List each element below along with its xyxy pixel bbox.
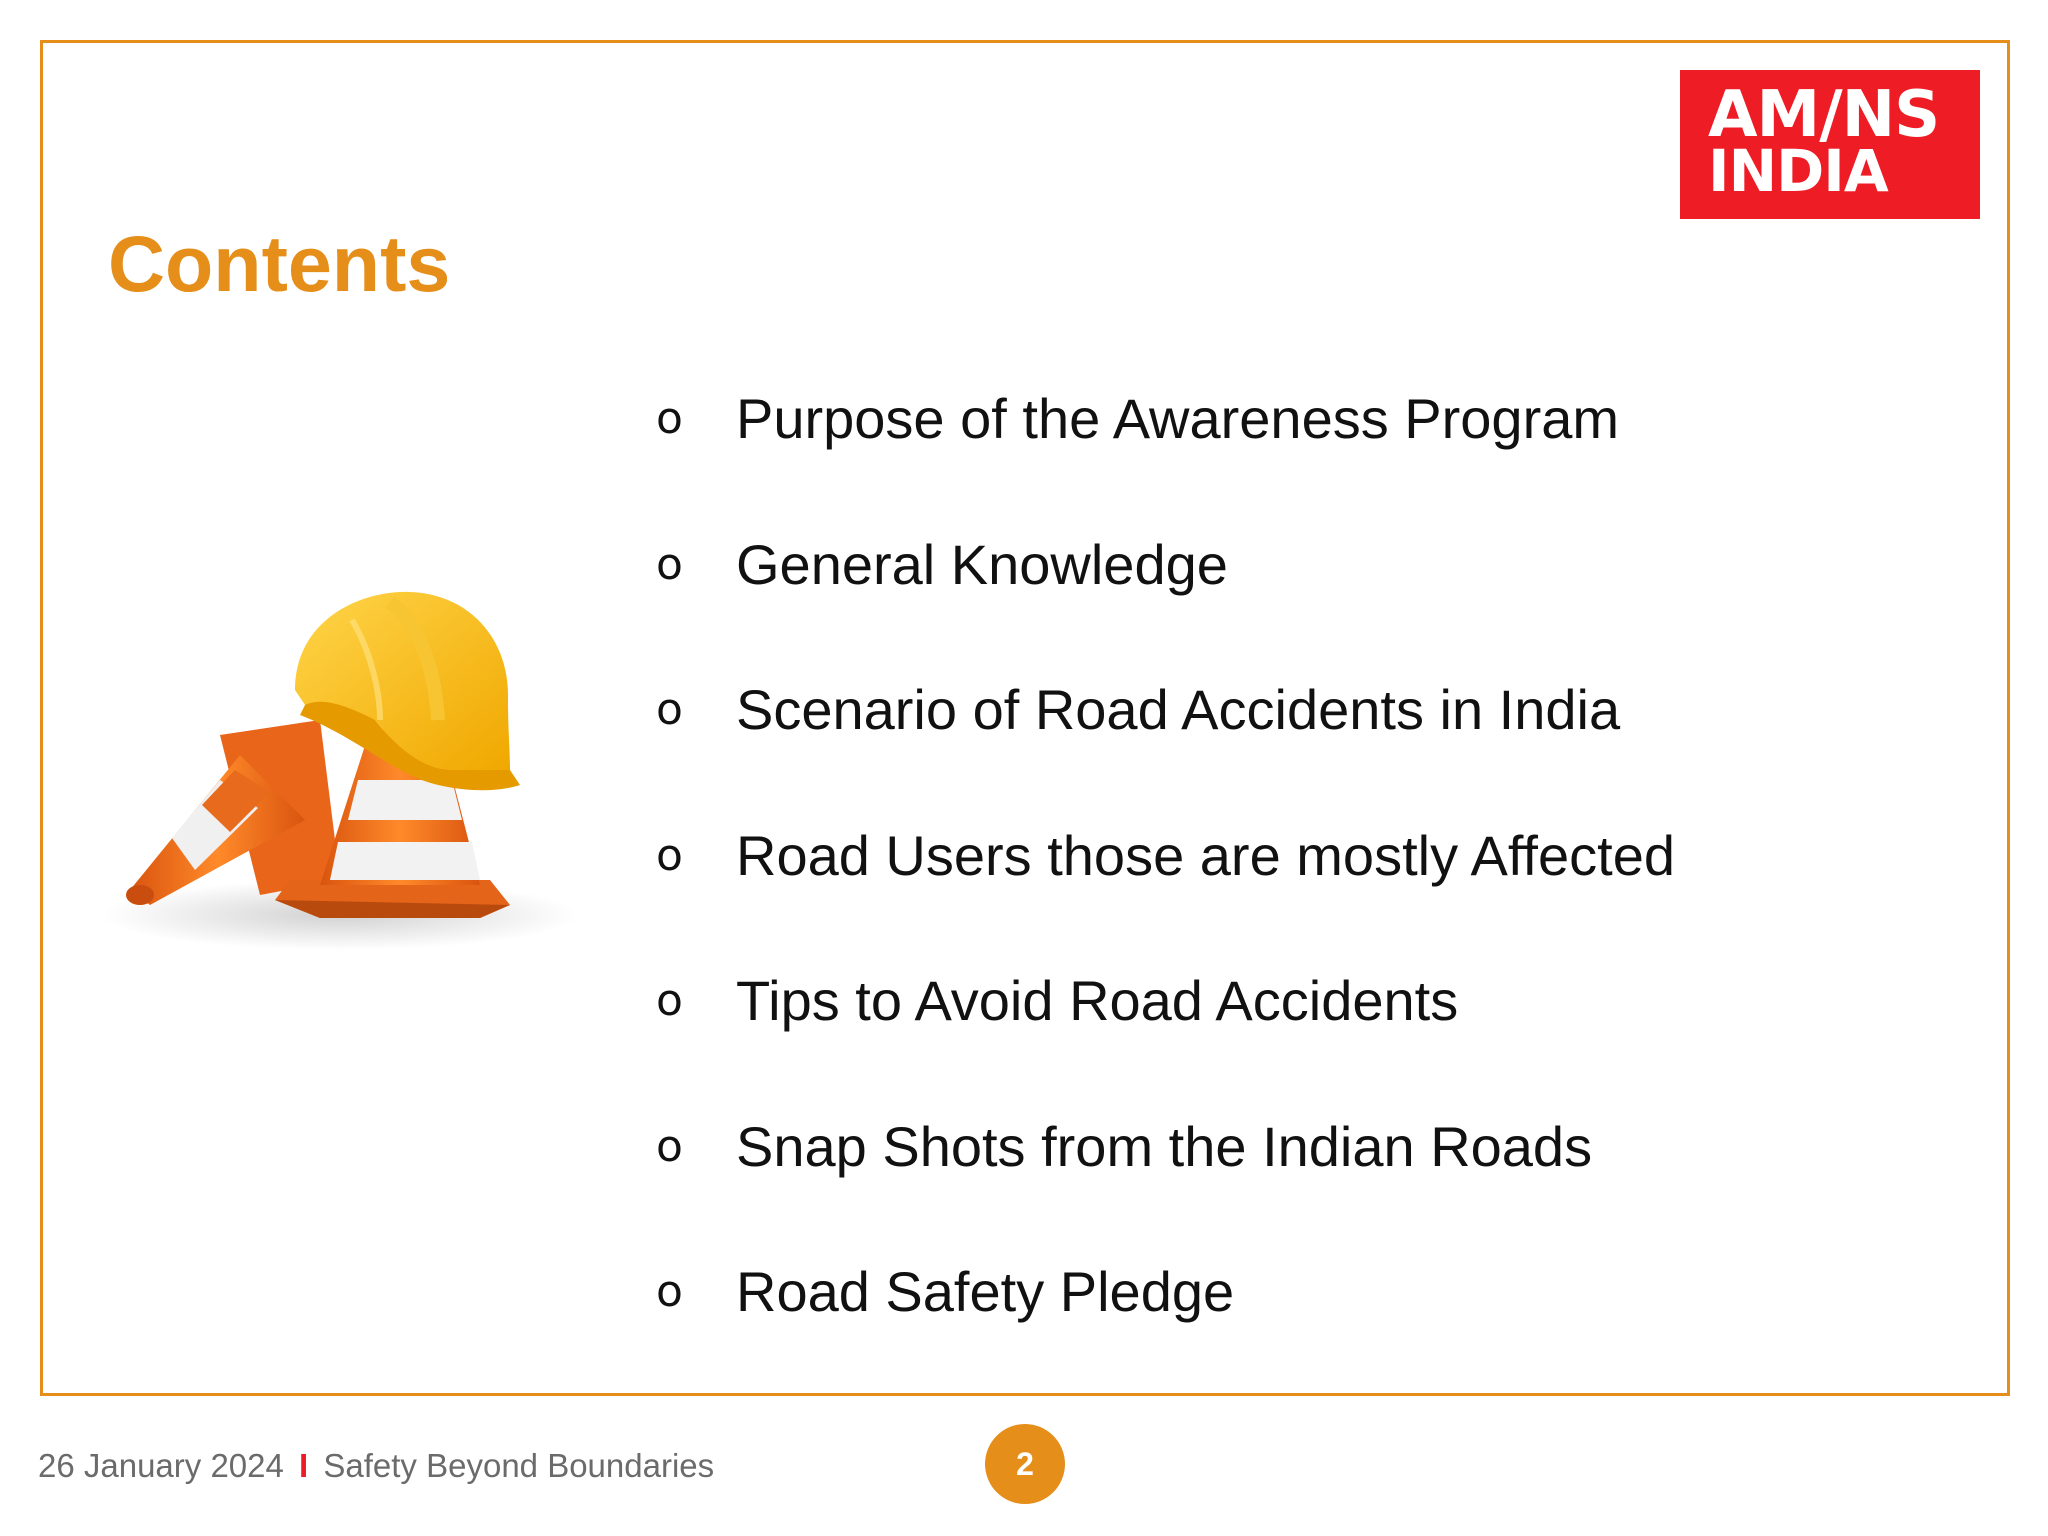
list-item	[656, 1247, 1675, 1393]
contents-item-label: Road Safety Pledge	[736, 1260, 1235, 1323]
contents-item-label: Tips to Avoid Road Accidents	[736, 969, 1459, 1032]
bullet-icon: o	[656, 538, 683, 590]
list-item	[656, 665, 1675, 811]
contents-item-label: Purpose of the Awareness Program	[736, 387, 1620, 450]
list-item	[656, 956, 1675, 1102]
contents-item-label: General Knowledge	[736, 532, 1228, 596]
page-number-badge: 2	[985, 1424, 1065, 1504]
bullet-icon: o	[656, 1266, 683, 1317]
footer	[38, 1446, 714, 1486]
footer-tagline: Safety Beyond Boundaries	[323, 1447, 715, 1484]
contents-item-label: Road Users those are mostly Affected	[736, 823, 1675, 887]
logo-line-2: INDIA	[1708, 137, 1888, 205]
bullet-icon: o	[656, 975, 683, 1026]
list-item	[656, 1102, 1675, 1248]
list-item	[656, 520, 1675, 666]
contents-item-label: Snap Shots from the Indian Roads	[736, 1114, 1593, 1178]
bullet-icon: o	[656, 1120, 683, 1172]
slide-title: Contents	[108, 219, 451, 308]
bullet-icon: o	[656, 393, 683, 444]
bullet-icon: o	[656, 684, 683, 735]
bullet-icon: o	[656, 829, 683, 881]
amns-india-logo	[1680, 70, 1980, 219]
footer-date: 26 January 2024	[38, 1447, 284, 1484]
logo-line-1: AM/NS	[1708, 78, 1940, 152]
contents-item-label: Scenario of Road Accidents in India	[736, 678, 1621, 741]
traffic-cones-hard-hat-icon	[90, 580, 590, 980]
contents-list	[656, 374, 1675, 1393]
list-item	[656, 811, 1675, 957]
footer-separator: I	[299, 1447, 309, 1484]
list-item	[656, 374, 1675, 520]
